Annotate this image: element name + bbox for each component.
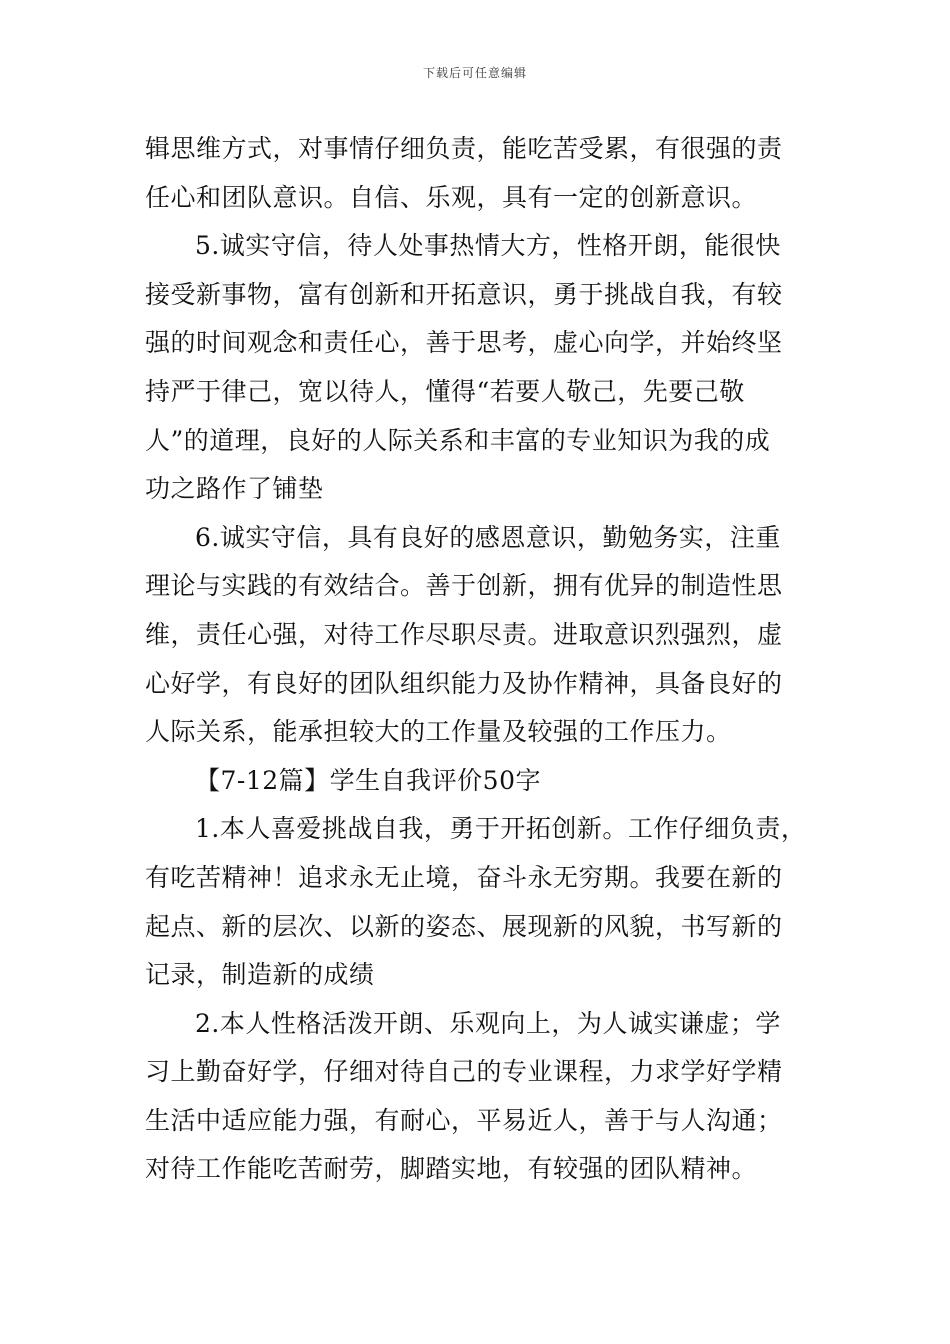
text-line: 5.诚实守信，待人处事热情大方，性格开朗，能很快 — [195, 231, 781, 261]
text-line: 功之路作了铺垫 — [145, 474, 324, 504]
text-line: 任心和团队意识。自信、乐观，具有一定的创新意识。 — [145, 182, 758, 212]
text-line: 记录，制造新的成绩 — [145, 960, 375, 990]
paragraph-item-6 — [145, 514, 810, 757]
text-line: 有吃苦精神！追求永无止境，奋斗永无穷期。我要在新的 — [145, 862, 783, 892]
paragraph-continuation — [145, 125, 810, 222]
text-line: 人”的道理，良好的人际关系和丰富的专业知识为我的成 — [145, 425, 771, 455]
text-line: 2.本人性格活泼开朗、乐观向上，为人诚实谦虚；学 — [195, 1008, 781, 1038]
text-line: 起点、新的层次、以新的姿态、展现新的风貌，书写新的 — [145, 911, 783, 941]
text-line: 持严于律己，宽以待人，懂得“若要人敬己，先要己敬 — [145, 376, 745, 406]
section-heading-text: 【7-12篇】学生自我评价50字 — [195, 765, 541, 795]
document-body — [145, 125, 810, 1194]
text-line: 习上勤奋好学，仔细对待自己的专业课程，力求学好学精 — [145, 1057, 783, 1087]
text-line: 6.诚实守信，具有良好的感恩意识，勤勉务实，注重 — [195, 522, 781, 552]
text-line: 强的时间观念和责任心，善于思考，虚心向学，并始终坚 — [145, 328, 783, 358]
paragraph-item-2 — [145, 1000, 810, 1194]
text-line: 对待工作能吃苦耐劳，脚踏实地，有较强的团队精神。 — [145, 1154, 758, 1184]
text-line: 生活中适应能力强，有耐心，平易近人，善于与人沟通； — [145, 1105, 783, 1135]
text-line: 辑思维方式，对事情仔细负责，能吃苦受累，有很强的责 — [145, 134, 783, 163]
section-heading — [145, 757, 810, 806]
text-line: 心好学，有良好的团队组织能力及协作精神，具备良好的 — [145, 668, 783, 698]
text-line: 接受新事物，富有创新和开拓意识，勇于挑战自我，有较 — [145, 279, 783, 309]
paragraph-item-1 — [145, 805, 810, 999]
text-line: 理论与实践的有效结合。善于创新，拥有优异的制造性思 — [145, 571, 783, 601]
text-line: 1.本人喜爱挑战自我，勇于开拓创新。工作仔细负责， — [195, 814, 807, 844]
text-line: 维，责任心强，对待工作尽职尽责。进取意识烈强烈，虚 — [145, 619, 783, 649]
paragraph-item-5 — [145, 222, 810, 514]
text-line: 人际关系，能承担较大的工作量及较强的工作压力。 — [145, 717, 732, 747]
page-header: 下载后可任意编辑 — [422, 66, 527, 80]
